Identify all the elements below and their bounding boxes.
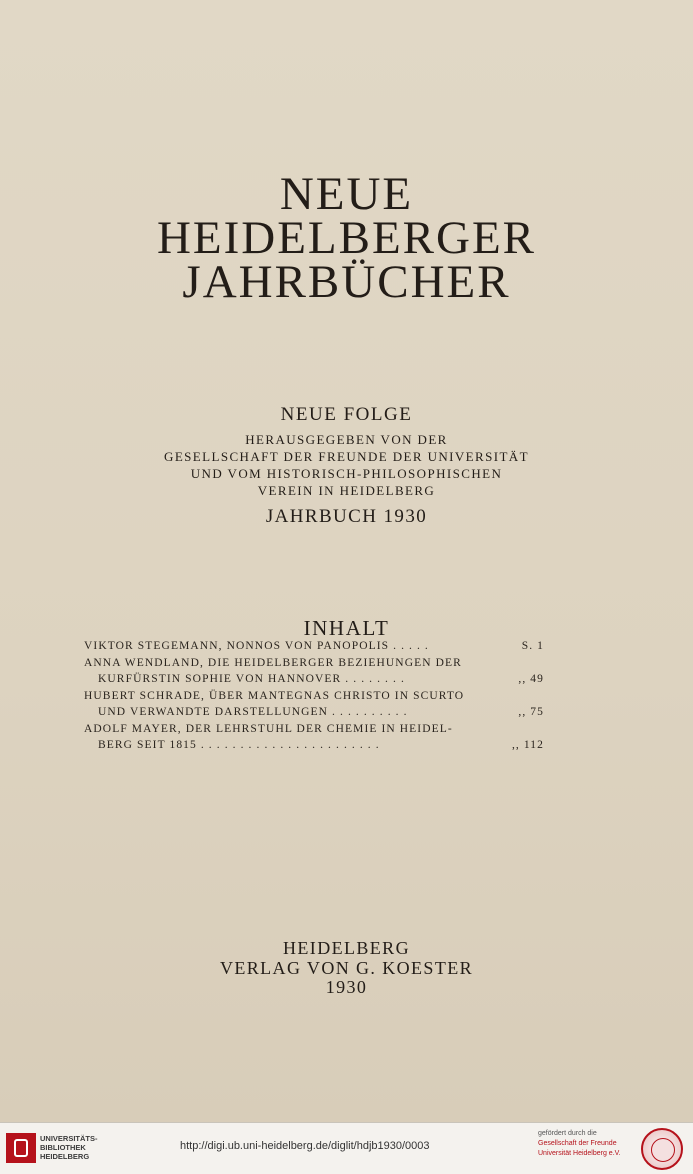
toc-entry-1 bbox=[84, 638, 544, 654]
imprint-publisher: VERLAG VON G. KOESTER bbox=[219, 958, 474, 978]
toc-entry-text: KURFÜRSTIN SOPHIE VON HANNOVER . . . . . . . . bbox=[98, 673, 405, 685]
library-name-line: HEIDELBERG bbox=[40, 1152, 90, 1161]
toc-entry-3-cont bbox=[84, 704, 544, 720]
library-name-line: BIBLIOTHEK bbox=[40, 1143, 86, 1152]
toc-entry-text: VIKTOR STEGEMANN, NONNOS VON PANOPOLIS . . . . . bbox=[84, 640, 429, 652]
sponsor-text[interactable] bbox=[538, 1129, 621, 1159]
title-line-1: NEUE bbox=[279, 168, 414, 220]
imprint-year: 1930 bbox=[325, 977, 368, 997]
library-logo-icon[interactable] bbox=[6, 1133, 36, 1163]
toc-entry-page: ,, 112 bbox=[511, 739, 544, 751]
publisher-line-2: GESELLSCHAFT DER FREUNDE DER UNIVERSITÄT bbox=[164, 449, 529, 464]
series-label: NEUE FOLGE bbox=[280, 404, 413, 425]
contents-heading: INHALT bbox=[303, 616, 390, 640]
toc-entry-text: ADOLF MAYER, DER LEHRSTUHL DER CHEMIE IN HEIDEL- bbox=[84, 723, 453, 735]
title-line-3: JAHRBÜCHER bbox=[182, 256, 511, 308]
publisher-line-4: VEREIN IN HEIDELBERG bbox=[257, 483, 436, 498]
permalink-url[interactable]: http://digi.ub.uni-heidelberg.de/diglit/hdjb1930/0003 bbox=[180, 1140, 430, 1152]
toc-entry-page: S. 1 bbox=[521, 640, 544, 652]
toc-entry-3 bbox=[84, 688, 544, 704]
toc-entry-text: HUBERT SCHRADE, ÜBER MANTEGNAS CHRISTO IN SCURTO bbox=[84, 690, 465, 702]
toc-entry-4-cont bbox=[84, 737, 544, 753]
yearbook-label: JAHRBUCH 1930 bbox=[265, 506, 428, 527]
digitization-footer bbox=[0, 1122, 693, 1174]
toc-entry-4 bbox=[84, 721, 544, 737]
university-seal-icon[interactable] bbox=[641, 1128, 683, 1170]
sponsor-line: Gesellschaft der Freunde bbox=[538, 1140, 617, 1147]
imprint-city: HEIDELBERG bbox=[283, 938, 410, 958]
publisher-line-1: HERAUSGEGEBEN VON DER bbox=[245, 432, 448, 447]
toc-entry-2-cont bbox=[84, 671, 544, 687]
toc-entry-text: ANNA WENDLAND, DIE HEIDELBERGER BEZIEHUNGEN DER bbox=[84, 657, 462, 669]
toc-entry-2 bbox=[84, 655, 544, 671]
sponsor-line: gefördert durch die bbox=[538, 1130, 597, 1137]
publisher-line-3: UND VOM HISTORISCH-PHILOSOPHISCHEN bbox=[190, 466, 503, 481]
library-name-line: UNIVERSITÄTS- bbox=[40, 1134, 98, 1143]
sponsor-line: Universität Heidelberg e.V. bbox=[538, 1150, 621, 1157]
title-line-2: HEIDELBERGER bbox=[156, 212, 537, 264]
toc-entry-page: ,, 49 bbox=[518, 673, 544, 685]
toc-entry-text: BERG SEIT 1815 . . . . . . . . . . . . . . . . . . . . . . . bbox=[98, 739, 380, 751]
library-name[interactable] bbox=[40, 1134, 98, 1161]
toc-entry-page: ,, 75 bbox=[518, 706, 544, 718]
toc-entry-text: UND VERWANDTE DARSTELLUNGEN . . . . . . . . . . bbox=[98, 706, 408, 718]
